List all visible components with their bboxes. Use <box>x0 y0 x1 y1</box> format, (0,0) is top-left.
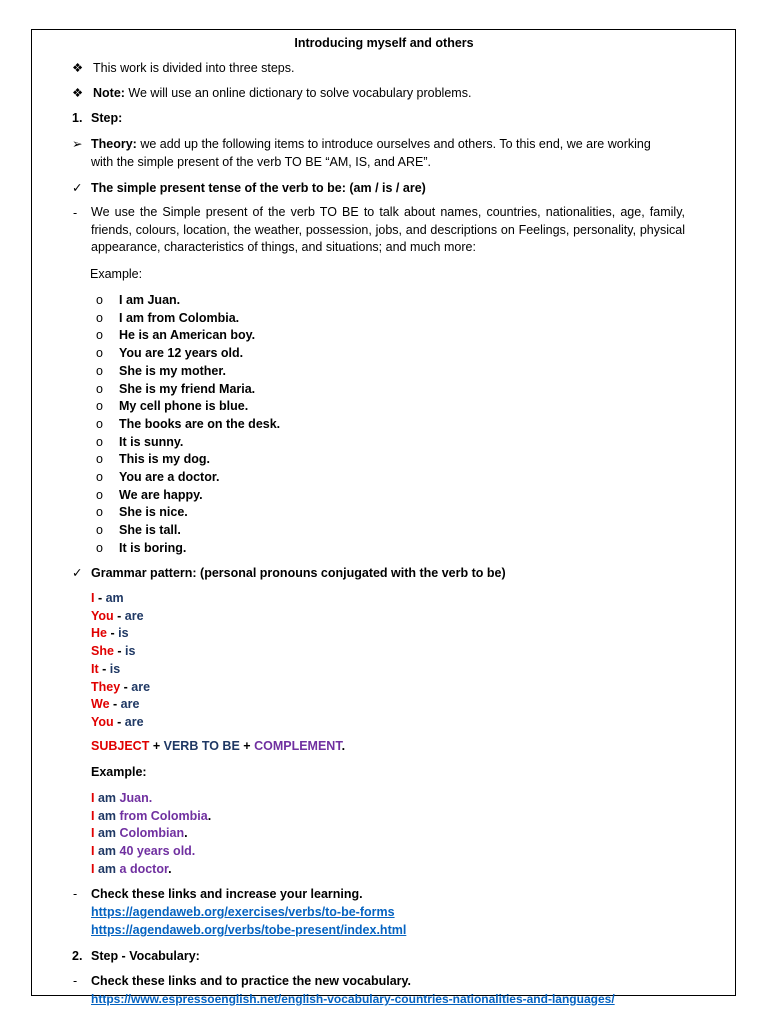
simple-present-heading: The simple present tense of the verb to be: (am / is / are) <box>91 181 426 195</box>
pronoun: You <box>91 608 114 623</box>
list-item: I am from Colombia. <box>119 310 240 325</box>
verb-form: am <box>105 591 124 605</box>
circle-bullet-icon: o <box>96 346 103 361</box>
circle-bullet-icon: o <box>96 399 103 414</box>
example-subject: I <box>91 861 95 876</box>
dash-bullet: - <box>73 206 78 220</box>
usage-paragraph: We use the Simple present of the verb TO BE to talk about names, countries, nationalities, age, family, friends, colours, location, the weather, possession, jobs, and descriptions on Feelings, personality, physical appearance, characteristics of things, and situations; and much more: <box>91 205 685 254</box>
verb-form: are <box>131 679 151 694</box>
example-subject: I <box>91 808 95 823</box>
list-item: She is my mother. <box>119 363 226 378</box>
example-complement: Juan. <box>119 791 153 805</box>
diamond-bullet-icon: ❖ <box>72 61 84 75</box>
example-verb: am <box>97 808 117 823</box>
pattern-plus: + <box>152 739 161 753</box>
example-end: . <box>168 861 172 876</box>
pronoun: It <box>91 661 99 676</box>
list-item: It is boring. <box>119 540 187 555</box>
verb-form: is <box>109 661 121 676</box>
theory-text: we add up the following items to introduce ourselves and others. To this end, we are working <box>136 137 651 151</box>
pattern-formula <box>91 738 345 754</box>
example-subject: I <box>91 791 95 805</box>
list-item: The books are on the desk. <box>119 416 281 431</box>
dash-bullet: - <box>73 974 78 988</box>
check-icon: ✓ <box>72 181 83 195</box>
example-end: . <box>184 826 188 841</box>
example-complement: Colombian <box>119 826 185 841</box>
circle-bullet-icon: o <box>96 328 103 343</box>
example-subject: I <box>91 844 95 859</box>
step1-number: 1. <box>72 111 83 125</box>
list-item: This is my dog. <box>119 452 210 467</box>
verb-form: are <box>124 608 144 623</box>
circle-bullet-icon: o <box>96 381 103 396</box>
pronoun: We <box>91 697 110 712</box>
intro-bullet-2 <box>93 85 471 101</box>
pattern-example-row <box>91 825 188 841</box>
link-tobe-present[interactable]: https://agendaweb.org/verbs/tobe-present/index.html <box>91 923 407 937</box>
pattern-verb: VERB TO BE <box>163 739 240 753</box>
example-label: Example: <box>90 267 143 281</box>
step1-heading: Step: <box>91 111 123 125</box>
vocab-intro: Check these links and to practice the new vocabulary. <box>91 974 412 988</box>
verb-form: are <box>120 697 140 712</box>
note-text: We will use an online dictionary to solve vocabulary problems. <box>124 86 472 100</box>
list-item: My cell phone is blue. <box>119 399 249 414</box>
dash-bullet: - <box>73 887 78 901</box>
pronoun: They <box>91 679 121 694</box>
step2-number: 2. <box>72 949 83 963</box>
example-label-2: Example: <box>91 765 147 779</box>
grammar-heading: Grammar pattern: (personal pronouns conjugated with the verb to be) <box>91 566 506 580</box>
pronoun: She <box>91 644 114 659</box>
example-complement: from Colombia <box>119 808 208 823</box>
pattern-example-row <box>91 843 195 859</box>
circle-bullet-icon: o <box>96 523 103 538</box>
verb-form: are <box>124 714 144 729</box>
pattern-subject: SUBJECT <box>91 739 150 753</box>
link-to-be-forms[interactable]: https://agendaweb.org/exercises/verbs/to-be-forms <box>91 905 395 919</box>
list-item: I am Juan. <box>119 293 181 307</box>
circle-bullet-icon: o <box>96 434 103 449</box>
pattern-complement: COMPLEMENT <box>254 739 342 753</box>
example-complement: 40 years old. <box>119 844 196 859</box>
list-item: You are 12 years old. <box>119 346 244 361</box>
circle-bullet-icon: o <box>96 310 103 325</box>
circle-bullet-icon: o <box>96 416 103 431</box>
circle-bullet-icon: o <box>96 505 103 520</box>
pattern-example-row <box>91 790 152 806</box>
pronoun-row: They - are <box>91 679 151 694</box>
example-verb: am <box>97 791 117 805</box>
pattern-plus: + <box>243 739 251 753</box>
example-end: . <box>207 808 212 823</box>
link-vocabulary[interactable]: https://www.espressoenglish.net/english-vocabulary-countries-nationalities-and-languages/ <box>91 992 615 1006</box>
list-item: She is my friend Maria. <box>119 381 256 396</box>
pattern-end: . <box>341 739 346 753</box>
verb-form: is <box>118 626 129 641</box>
list-item: It is sunny. <box>119 434 184 449</box>
pronoun-row: It - is <box>91 661 121 676</box>
example-verb: am <box>97 826 117 841</box>
circle-bullet-icon: o <box>96 452 103 467</box>
example-complement: a doctor <box>119 861 169 876</box>
pronoun-row: We - are <box>91 697 140 712</box>
pronoun-row: He - is <box>91 626 129 641</box>
pronoun-row: I - am <box>91 591 124 605</box>
pronoun: I <box>91 591 95 605</box>
pronoun-row: You - are <box>91 608 144 623</box>
theory-line-1 <box>91 136 651 152</box>
links-intro: Check these links and increase your learning. <box>91 887 363 901</box>
pattern-example-row <box>91 861 172 877</box>
page-title: Introducing myself and others <box>294 36 474 50</box>
check-icon: ✓ <box>72 566 83 580</box>
circle-bullet-icon: o <box>96 487 103 502</box>
list-item: She is nice. <box>119 505 188 520</box>
pronoun-row: You - are <box>91 714 144 729</box>
pronoun-row: She - is <box>91 644 136 659</box>
theory-label: Theory: <box>91 137 137 151</box>
note-label: Note: <box>93 86 125 100</box>
circle-bullet-icon: o <box>96 293 103 307</box>
list-item: You are a doctor. <box>119 470 220 484</box>
list-item: We are happy. <box>119 487 203 502</box>
step2-heading: Step - Vocabulary: <box>91 949 200 963</box>
diamond-bullet-icon: ❖ <box>72 86 84 100</box>
circle-bullet-icon: o <box>96 363 103 378</box>
intro-bullet-1: This work is divided into three steps. <box>93 61 295 75</box>
arrow-bullet-icon: ➢ <box>72 137 83 151</box>
pronoun: You <box>91 714 114 729</box>
example-subject: I <box>91 826 95 841</box>
pronoun: He <box>91 626 107 641</box>
example-verb: am <box>97 861 117 876</box>
pattern-example-row <box>91 808 211 824</box>
circle-bullet-icon: o <box>96 540 103 555</box>
verb-form: is <box>125 644 136 659</box>
theory-line-2: with the simple present of the verb TO BE “AM, IS, and ARE”. <box>91 155 431 169</box>
list-item: He is an American boy. <box>119 328 256 343</box>
example-verb: am <box>97 844 117 859</box>
list-item: She is tall. <box>119 523 181 538</box>
circle-bullet-icon: o <box>96 470 103 484</box>
